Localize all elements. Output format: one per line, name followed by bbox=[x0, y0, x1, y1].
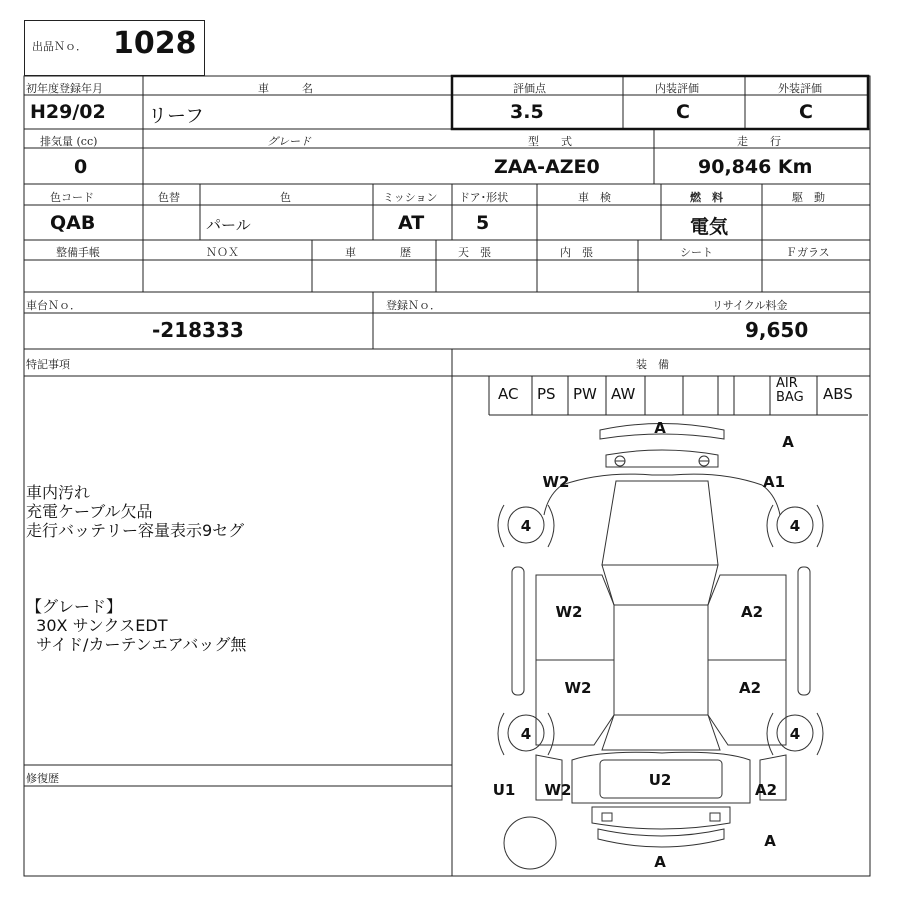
score-label: 評価点 bbox=[513, 82, 546, 95]
service-book-label: 整備手帳 bbox=[56, 246, 100, 259]
lot-number-label: 出品Ｎｏ． bbox=[32, 40, 87, 53]
mark-quarter-right: A2 bbox=[754, 781, 778, 799]
chassis-number-value: -218333 bbox=[152, 318, 244, 342]
interior-grade-value: C bbox=[676, 101, 690, 123]
color-code-value: QAB bbox=[50, 212, 96, 234]
displacement-label: 排気量 (cc) bbox=[40, 135, 98, 148]
equipment-pw: PW bbox=[573, 385, 597, 403]
mark-tire-fl: 4 bbox=[520, 517, 532, 535]
mark-front-door-right: A2 bbox=[740, 603, 764, 621]
note-line: 30X サンクスEDT bbox=[26, 616, 168, 635]
transmission-label: ミッション bbox=[383, 191, 438, 204]
drive-label: 駆 動 bbox=[792, 191, 825, 204]
note-line: 【グレード】 bbox=[26, 597, 123, 616]
model-label: 型 式 bbox=[528, 135, 572, 148]
note-line bbox=[26, 540, 446, 559]
mark-sill-left: U1 bbox=[492, 781, 516, 799]
mark-front-bumper: A bbox=[654, 419, 666, 437]
exterior-grade-label: 外装評価 bbox=[778, 82, 822, 95]
fuel-label: 燃 料 bbox=[690, 191, 723, 204]
headliner-label: 天 張 bbox=[458, 246, 491, 259]
repair-history-label: 修復歴 bbox=[26, 772, 59, 785]
mark-tire-rr: 4 bbox=[789, 725, 801, 743]
chassis-number-label: 車台Ｎｏ． bbox=[26, 299, 81, 312]
car-name-value: リーフ bbox=[148, 105, 205, 127]
nox-label: ＮＯＸ bbox=[206, 246, 239, 259]
note-line bbox=[26, 559, 446, 578]
color-value: パール bbox=[206, 216, 251, 234]
grade-label: グレード bbox=[267, 135, 311, 148]
mark-rear-door-right: A2 bbox=[738, 679, 762, 697]
color-label: 色 bbox=[280, 191, 291, 204]
history-label: 車 歴 bbox=[345, 246, 411, 259]
repaint-label: 色替 bbox=[158, 191, 180, 204]
equipment-aw: AW bbox=[611, 385, 636, 403]
door-label: ドア･形状 bbox=[459, 191, 509, 204]
mark-tire-fr: 4 bbox=[789, 517, 801, 535]
mark-rear-bumper: A bbox=[654, 853, 666, 871]
equipment-label: 装 備 bbox=[636, 358, 669, 371]
mark-rear-right-corner: A bbox=[764, 832, 776, 850]
note-line: サイド/カーテンエアバッグ無 bbox=[26, 635, 247, 654]
notes-label: 特記事項 bbox=[26, 358, 70, 371]
equipment-ac: AC bbox=[498, 385, 519, 403]
mileage-label: 走 行 bbox=[737, 135, 781, 148]
transmission-value: AT bbox=[398, 212, 425, 234]
registration-number-label: 登録Ｎｏ． bbox=[386, 299, 441, 312]
door-value: 5 bbox=[476, 212, 490, 234]
mileage-value: 90,846 Km bbox=[698, 156, 813, 178]
equipment-ps: PS bbox=[537, 385, 556, 403]
car-diagram bbox=[452, 415, 870, 876]
note-line: 走行バッテリー容量表示9セグ bbox=[26, 521, 245, 540]
score-value: 3.5 bbox=[510, 101, 544, 123]
model-value: ZAA-AZE0 bbox=[494, 156, 600, 178]
interior-grade-label: 内装評価 bbox=[655, 82, 699, 95]
mark-trunk: U2 bbox=[648, 771, 672, 789]
note-line: 車内汚れ bbox=[26, 483, 91, 502]
recycle-fee-label: リサイクル料金 bbox=[712, 299, 788, 312]
mark-fender-right: A1 bbox=[762, 473, 786, 491]
first-registration-label: 初年度登録年月 bbox=[26, 82, 103, 95]
note-line bbox=[26, 578, 446, 597]
seat-label: シート bbox=[680, 246, 713, 259]
equipment-airbag: AIR BAG bbox=[776, 376, 804, 405]
note-line: 充電ケーブル欠品 bbox=[26, 502, 153, 521]
mark-fender-left: W2 bbox=[542, 473, 570, 491]
color-code-label: 色コード bbox=[50, 191, 94, 204]
fuel-value: 電気 bbox=[690, 216, 729, 238]
mark-tire-rl: 4 bbox=[520, 725, 532, 743]
mark-quarter-left: W2 bbox=[544, 781, 572, 799]
equipment-abs: ABS bbox=[823, 385, 853, 403]
mark-front-door-left: W2 bbox=[555, 603, 583, 621]
displacement-value: 0 bbox=[74, 156, 88, 178]
first-registration-value: H29/02 bbox=[30, 101, 106, 123]
mark-rear-door-left: W2 bbox=[564, 679, 592, 697]
inspection-label: 車 検 bbox=[578, 191, 611, 204]
notes-body bbox=[26, 483, 446, 654]
car-name-label: 車 名 bbox=[258, 82, 313, 95]
interior-trim-label: 内 張 bbox=[560, 246, 593, 259]
front-glass-label: Ｆガラス bbox=[786, 246, 830, 259]
exterior-grade-value: C bbox=[799, 101, 813, 123]
mark-front-right-corner: A bbox=[782, 433, 794, 451]
lot-number: 1028 bbox=[113, 26, 197, 61]
recycle-fee-value: 9,650 bbox=[745, 318, 809, 342]
